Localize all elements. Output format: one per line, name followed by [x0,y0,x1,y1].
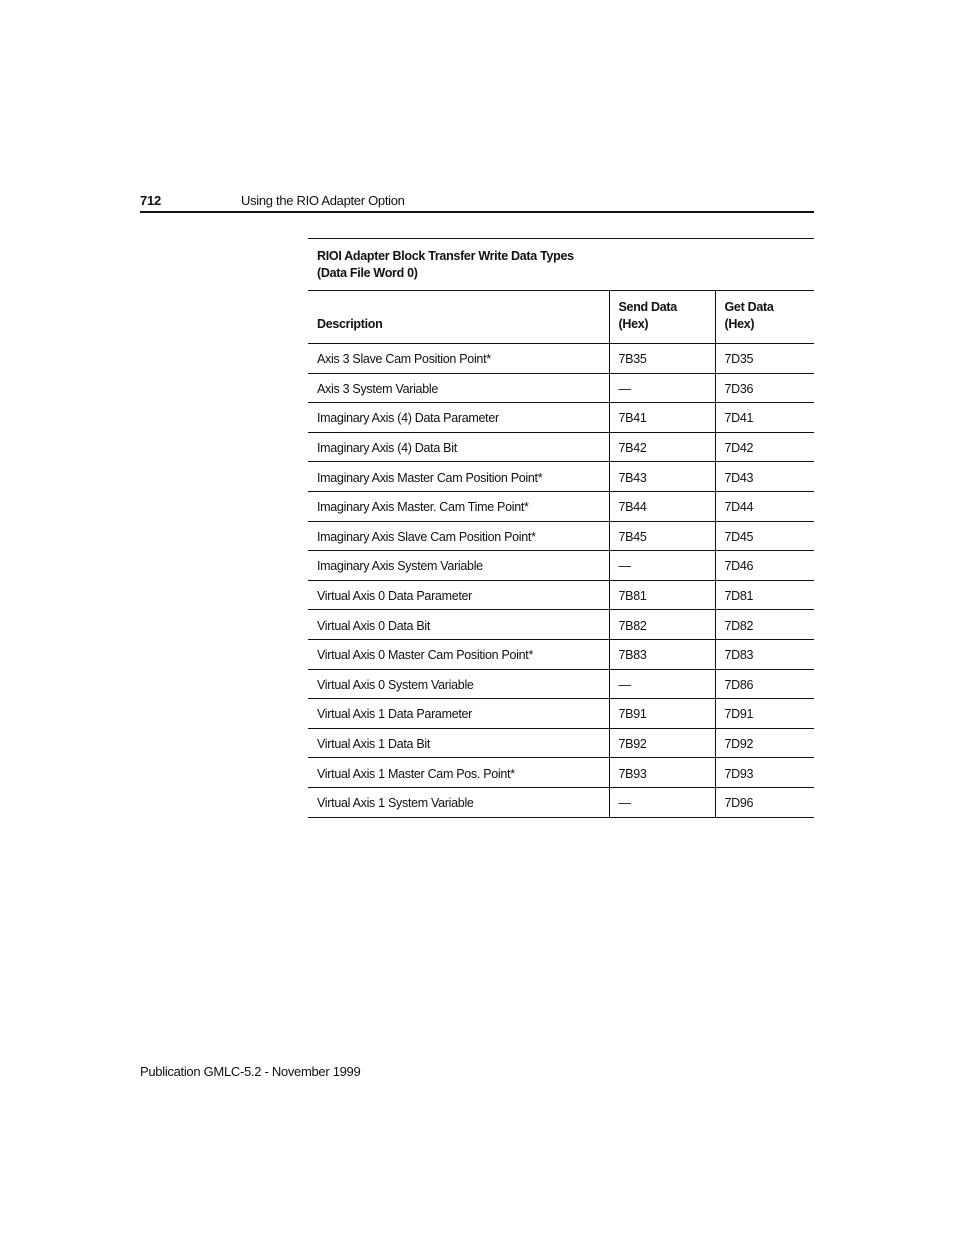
cell-send-data: 7B45 [609,521,715,551]
page-number: 712 [140,193,162,208]
table-row [308,610,814,640]
cell-send-data: — [609,669,715,699]
cell-description: Virtual Axis 0 Data Parameter [308,580,609,610]
cell-get-data: 7D36 [715,373,814,403]
cell-description: Imaginary Axis System Variable [308,551,609,581]
column-header-description: Description [308,291,609,344]
cell-get-data: 7D93 [715,758,814,788]
table-row [308,639,814,669]
publication-footer: Publication GMLC-5.2 - November 1999 [140,1064,361,1079]
cell-get-data: 7D43 [715,462,814,492]
cell-description: Imaginary Axis (4) Data Parameter [308,403,609,433]
table-header-row [308,291,814,344]
cell-description: Virtual Axis 1 System Variable [308,787,609,817]
table-row [308,580,814,610]
cell-send-data: 7B43 [609,462,715,492]
table-row [308,373,814,403]
cell-description: Virtual Axis 0 Master Cam Position Point* [308,639,609,669]
cell-get-data: 7D41 [715,403,814,433]
table-row [308,699,814,729]
table-row [308,758,814,788]
table-row [308,551,814,581]
cell-description: Axis 3 System Variable [308,373,609,403]
cell-get-data: 7D92 [715,728,814,758]
table-body [308,344,814,818]
cell-description: Axis 3 Slave Cam Position Point* [308,344,609,374]
cell-send-data: 7B83 [609,639,715,669]
table-row [308,432,814,462]
cell-get-data: 7D83 [715,639,814,669]
cell-send-data: — [609,551,715,581]
cell-description: Virtual Axis 0 Data Bit [308,610,609,640]
caption-line-1: RIOI Adapter Block Transfer Write Data Types [317,249,574,263]
table-row [308,462,814,492]
table-row [308,728,814,758]
cell-send-data: 7B44 [609,491,715,521]
cell-get-data: 7D82 [715,610,814,640]
page-header [140,193,814,213]
cell-description: Imaginary Axis Master Cam Position Point* [308,462,609,492]
cell-description: Virtual Axis 0 System Variable [308,669,609,699]
table-row [308,491,814,521]
cell-send-data: 7B91 [609,699,715,729]
cell-get-data: 7D81 [715,580,814,610]
table-grid [308,290,814,818]
cell-send-data: 7B81 [609,580,715,610]
table-row [308,521,814,551]
cell-send-data: 7B42 [609,432,715,462]
cell-get-data: 7D96 [715,787,814,817]
cell-description: Imaginary Axis (4) Data Bit [308,432,609,462]
cell-get-data: 7D44 [715,491,814,521]
cell-description: Virtual Axis 1 Data Bit [308,728,609,758]
running-title: Using the RIO Adapter Option [241,193,405,208]
column-header-get-data: Get Data (Hex) [715,291,814,344]
caption-line-2: (Data File Word 0) [317,266,418,280]
table-row [308,403,814,433]
cell-get-data: 7D86 [715,669,814,699]
cell-send-data: 7B41 [609,403,715,433]
table-row [308,669,814,699]
cell-description: Virtual Axis 1 Data Parameter [308,699,609,729]
table-caption [308,238,814,290]
cell-get-data: 7D42 [715,432,814,462]
cell-description: Virtual Axis 1 Master Cam Pos. Point* [308,758,609,788]
cell-description: Imaginary Axis Slave Cam Position Point* [308,521,609,551]
cell-get-data: 7D46 [715,551,814,581]
table-row [308,344,814,374]
data-types-table [308,238,814,818]
column-header-send-data: Send Data (Hex) [609,291,715,344]
cell-send-data: — [609,787,715,817]
cell-send-data: 7B92 [609,728,715,758]
cell-send-data: — [609,373,715,403]
cell-send-data: 7B35 [609,344,715,374]
cell-send-data: 7B82 [609,610,715,640]
cell-description: Imaginary Axis Master. Cam Time Point* [308,491,609,521]
table-row [308,787,814,817]
cell-get-data: 7D91 [715,699,814,729]
cell-get-data: 7D45 [715,521,814,551]
cell-send-data: 7B93 [609,758,715,788]
cell-get-data: 7D35 [715,344,814,374]
